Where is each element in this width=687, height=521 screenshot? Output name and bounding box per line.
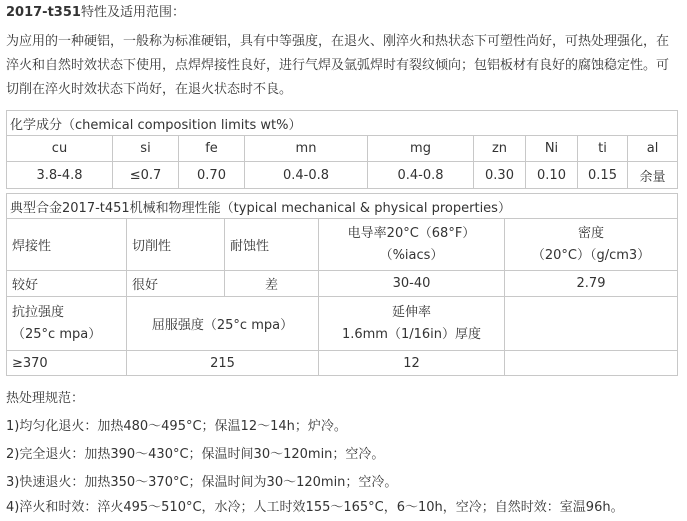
col-header-zn: zn: [474, 136, 526, 162]
heading-title: 特性及适用范围：: [80, 5, 185, 20]
col-header-ti: ti: [578, 136, 628, 162]
col-header-si: si: [113, 136, 179, 162]
header-elongation: [319, 297, 505, 351]
value-machinability: 很好: [127, 271, 225, 297]
value-corrosion: 差: [225, 271, 319, 297]
value-yield: 215: [127, 351, 319, 376]
value-weldability: 较好: [7, 271, 127, 297]
value-conductivity: 30-40: [319, 271, 505, 297]
value-fe: 0.70: [179, 162, 245, 189]
value-ni: 0.10: [526, 162, 578, 189]
col-header-fe: fe: [179, 136, 245, 162]
strength-header-row: [7, 297, 678, 351]
value-mn: 0.4-0.8: [245, 162, 368, 189]
col-header-mg: mg: [368, 136, 474, 162]
page-heading: [6, 4, 185, 22]
heat-treatment-title: 热处理规范：: [6, 391, 85, 406]
properties-header-row: [7, 219, 678, 271]
value-density: 2.79: [505, 271, 678, 297]
conductivity-line-1: 电导率20°C（68°F）: [347, 225, 476, 241]
conductivity-line-2: （%iacs）: [379, 247, 444, 263]
value-al: 余量: [628, 162, 678, 189]
elongation-line-1: 延伸率: [391, 304, 431, 320]
tensile-line-2: （25°c mpa）: [12, 326, 102, 342]
header-density: [505, 219, 678, 271]
header-conductivity: [319, 219, 505, 271]
alloy-name: 2017-t351: [6, 5, 81, 20]
value-si: ≤0.7: [113, 162, 179, 189]
tensile-line-1: 抗拉强度: [12, 304, 65, 320]
composition-title: 化学成分（chemical composition limits wt%）: [7, 111, 678, 136]
col-header-al: al: [628, 136, 678, 162]
intro-paragraph: 为应用的一种硬铝，一般称为标准硬铝，具有中等强度，在退火、刚淬火和热状态下可塑性尚好，可热处理强化，在淬火和自然时效状态下使用，点焊焊接性良好，进行气焊及氩弧焊时有裂纹倾向；包铝板材有良好的腐蚀稳定性。可切削在淬火时效状态下尚好，在退火状态时不良。: [6, 34, 670, 97]
header-corrosion: 耐蚀性: [225, 219, 319, 271]
heat-treatment-item: 2)完全退火：加热390～430°C；保温时间30～120min；空冷。: [6, 447, 385, 462]
value-cu: 3.8-4.8: [7, 162, 113, 189]
value-mg: 0.4-0.8: [368, 162, 474, 189]
header-tensile: [7, 297, 127, 351]
value-ti: 0.15: [578, 162, 628, 189]
density-line-2: （20°C）（g/cm3）: [531, 247, 651, 263]
elongation-line-2: 1.6mm（1/16in）厚度: [341, 326, 482, 342]
heat-treatment-item: 4)淬火和时效：淬火495～510°C，水冷；人工时效155～165°C，6～10h，空冷；自然时效：室温96h。: [6, 500, 624, 515]
composition-value-row: [7, 162, 678, 189]
col-header-mn: mn: [245, 136, 368, 162]
density-line-1: 密度: [578, 225, 605, 241]
heat-treatment-item: 3)快速退火：加热350～370°C；保温时间为30～120min；空冷。: [6, 475, 398, 490]
value-zn: 0.30: [474, 162, 526, 189]
strength-value-row: [7, 351, 678, 376]
header-machinability: 切削性: [127, 219, 225, 271]
value-elongation: 12: [319, 351, 505, 376]
empty-cell-2: [505, 351, 678, 376]
properties-table: [6, 193, 678, 376]
composition-header-row: [7, 136, 678, 162]
empty-cell: [505, 297, 678, 351]
value-tensile: ≥370: [7, 351, 127, 376]
col-header-ni: Ni: [526, 136, 578, 162]
properties-value-row: [7, 271, 678, 297]
heat-treatment-item: 1)均匀化退火：加热480～495°C；保温12～14h；炉冷。: [6, 419, 347, 434]
header-yield: 屈服强度（25°c mpa）: [127, 297, 319, 351]
header-weldability: 焊接性: [7, 219, 127, 271]
properties-title: 典型合金2017-t451机械和物理性能（typical mechanical & physical properties）: [7, 194, 678, 219]
col-header-cu: cu: [7, 136, 113, 162]
composition-table: [6, 110, 678, 189]
